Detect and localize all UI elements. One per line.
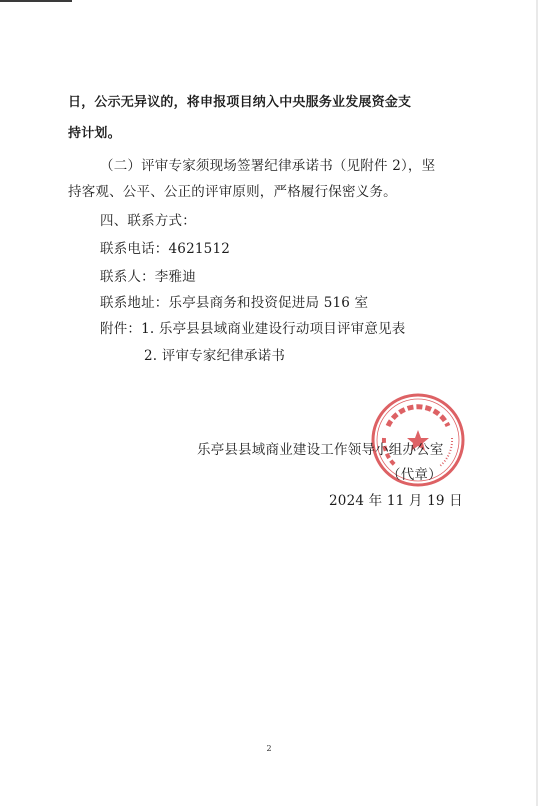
paragraph-line: 持计划。 bbox=[68, 126, 121, 141]
paragraph-line: 日，公示无异议的，将申报项目纳入中央服务业发展资金支 bbox=[68, 95, 412, 110]
attachment-item: 附件：1. 乐亭县县域商业建设行动项目评审意见表 bbox=[100, 321, 406, 337]
attachment-item: 2. 评审专家纪律承诺书 bbox=[144, 348, 286, 364]
contact-address: 联系地址：乐亭县商务和投资促进局 516 室 bbox=[100, 295, 369, 311]
page-number: 2 bbox=[266, 744, 272, 753]
seal-note: （代章） bbox=[387, 467, 442, 483]
issuing-office: 乐亭县县域商业建设工作领导小组办公室 bbox=[197, 442, 444, 458]
paragraph-line: 持客观、公平、公正的评审原则，严格履行保密义务。 bbox=[68, 184, 397, 200]
issue-date: 2024 年 11 月 19 日 bbox=[329, 493, 463, 509]
paragraph-line: （二）评审专家须现场签署纪律承诺书（见附件 2），坚 bbox=[100, 158, 436, 174]
contact-phone: 联系电话：4621512 bbox=[100, 241, 231, 257]
scan-edge-mark bbox=[0, 0, 72, 2]
contact-person: 联系人：李雅迪 bbox=[100, 269, 196, 285]
section-heading: 四、联系方式： bbox=[100, 213, 196, 229]
